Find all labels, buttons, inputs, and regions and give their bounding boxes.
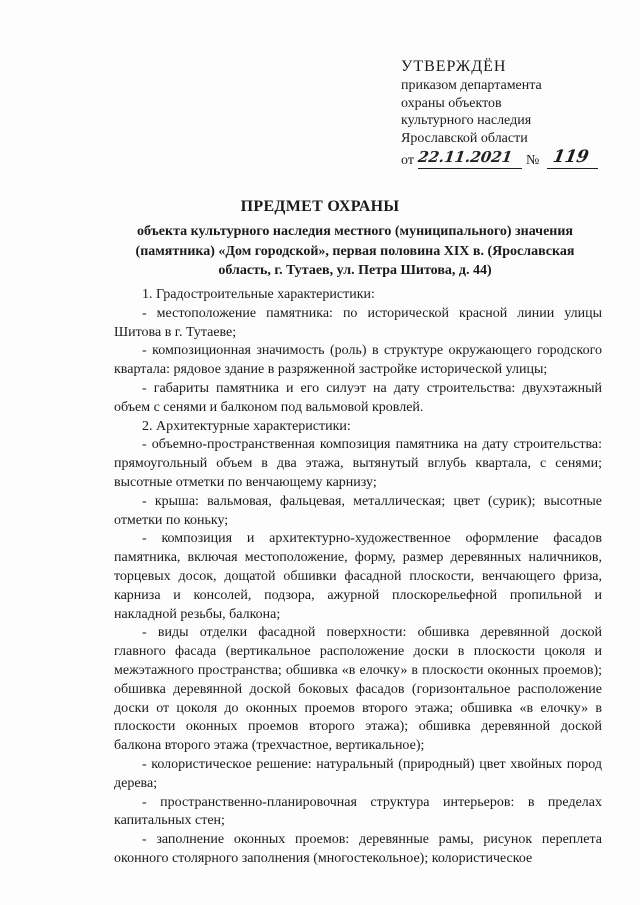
number-prefix: № (526, 153, 540, 168)
list-item: - заполнение оконных проемов: деревянные рамы, рисунок переплета оконного столярного заполнения (многостекольное); колористическое (114, 832, 602, 866)
approval-line: приказом департамента (401, 78, 542, 93)
list-item: - композиционная значимость (роль) в структуре окружающего городского квартала: рядовое здание в разряженной застройке исторической улицы; (114, 343, 602, 378)
list-item: - виды отделки фасадной поверхности: обшивка деревянной доской главного фасада (вертикальное расположение доски в плоскости цоколя и межэтажного пространства; обшивка «в елочку» в плоскости оконных проемов); обшивка деревянной доской боковых фасадов (горизонтальное расположение доски от цоколя до оконных проемов второго этажа; обшивка «в елочку» в плоскости оконных проемов второго этажа); обшивка деревянной доской балкона второго этажа (трехчастное, вертикальное); (114, 625, 602, 754)
date-underline (418, 168, 522, 169)
document-title: ПРЕДМЕТ ОХРАНЫ (240, 198, 400, 215)
number-underline (547, 168, 598, 169)
approval-line: культурного наследия (401, 113, 532, 128)
approval-date-number (401, 147, 621, 172)
approval-line: охраны объектов (401, 95, 502, 111)
handwritten-number: 119 (551, 147, 591, 167)
handwritten-date: 22.11.2021 (416, 148, 514, 166)
approval-heading: УТВЕРЖДЁН (401, 58, 507, 75)
list-item: - габариты памятника и его силуэт на дату строительства: двухэтажный объем с сенями и балконом под вальмовой кровлей. (114, 380, 602, 415)
section-heading: 1. Градостроительные характеристики: (142, 287, 375, 302)
list-item: - местоположение памятника: по исторической красной линии улицы Шитова в г. Тутаеве; (114, 305, 602, 340)
list-item: - колористическое решение: натуральный (природный) цвет хвойных пород дерева; (114, 756, 602, 791)
date-prefix: от (401, 153, 414, 168)
list-item: - композиция и архитектурно-художественное оформление фасадов памятника, включая местоположение, форму, размер деревянных наличников, торцевых досок, дощатой обшивки фасадной плоскости, венчающего фриза, карниза и консолей, подзора, ажурной плоскорельефной пропильной и накладной резьбы, балкона; (114, 531, 602, 622)
list-item: - пространственно-планировочная структура интерьеров: в пределах капитальных стен; (114, 794, 602, 829)
document-subtitle: объекта культурного наследия местного (муниципального) значения (памятника) «Дом городской», первая половина XIX в. (Ярославская область, г. Тутаев, ул. Петра Шитова, д. 44) (135, 224, 575, 278)
section-heading: 2. Архитектурные характеристики: (142, 418, 351, 434)
list-item: - крыша: вальмовая, фальцевая, металлическая; цвет (сурик); высотные отметки по коньку; (114, 493, 602, 528)
list-item: - объемно-пространственная композиция памятника на дату строительства: прямоугольный объем в два этажа, вытянутый вглубь квартала, с сенями; высотные отметки по венчающему карнизу; (114, 437, 602, 490)
approval-stamp (401, 57, 621, 172)
approval-line: Ярославской области (401, 130, 528, 146)
document-body (114, 286, 602, 869)
